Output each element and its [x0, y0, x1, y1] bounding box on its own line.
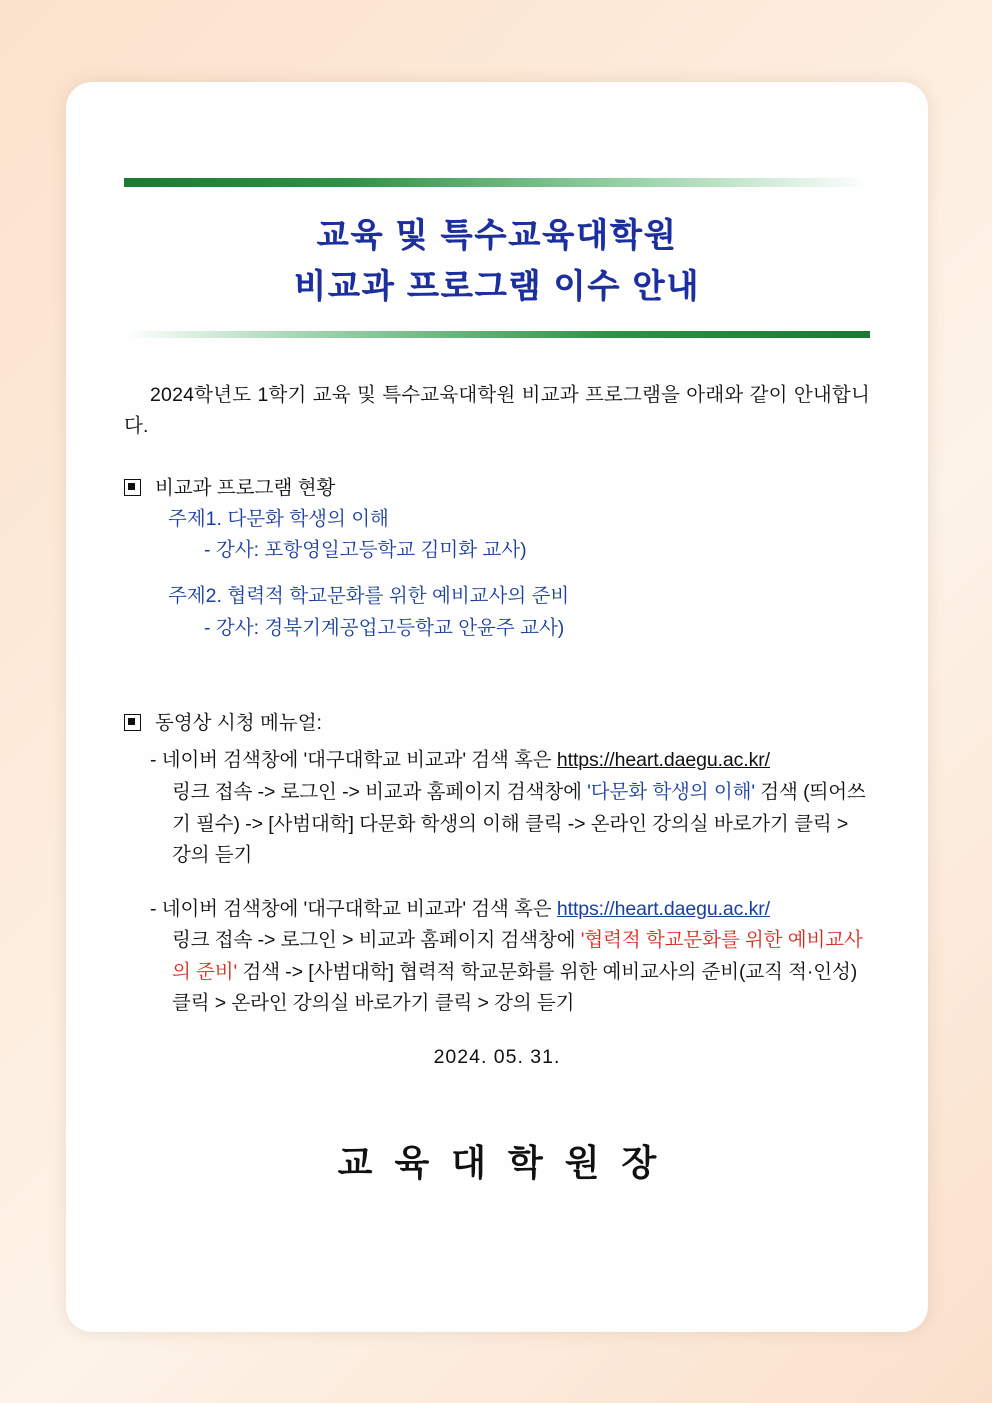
manual1-part2: 링크 접속 -> 로그인 -> 비교과 홈페이지 검색창에: [172, 780, 588, 803]
manual1-link[interactable]: https://heart.daegu.ac.kr/: [556, 749, 770, 772]
section-video-manual: [124, 708, 870, 1020]
manual2-part1: - 네이버 검색창에 '대구대학교 비교과' 검색 혹은: [150, 897, 557, 920]
intro-text: 2024학년도 1학기 교육 및 특수교육대학원 비교과 프로그램을 아래와 같이 안내합니다.: [124, 384, 870, 438]
document-body: [124, 178, 870, 1186]
document-page: [66, 82, 928, 1332]
square-bullet-icon: [124, 479, 141, 496]
manual2-part3: 검색 -> [사범대학] 협력적 학교문화를 위한 예비교사의 준비(교직 적·인성) 클릭 > 온라인 강의실 바로가기 클릭 > 강의 듣기: [172, 960, 858, 1015]
manual-item-1: [150, 745, 870, 871]
topic2-block: [168, 581, 870, 644]
topic2-title: 주제2. 협력적 학교문화를 위한 예비교사의 준비: [168, 585, 570, 607]
manual-item-2: [150, 894, 870, 1020]
manual1-part1: - 네이버 검색창에 '대구대학교 비교과' 검색 혹은: [150, 749, 557, 772]
manual1-highlight: '다문화 학생의 이해': [587, 780, 755, 803]
intro-paragraph: [124, 380, 870, 442]
title-line-2: 비교과 프로그램 이수 안내: [293, 267, 701, 305]
bottom-rule: [124, 331, 870, 338]
section-program-status: [124, 473, 870, 645]
signature-line: 교육대학원장: [337, 1141, 679, 1183]
section2-heading: 동영상 시청 메뉴얼:: [155, 712, 322, 735]
topic1-lecturer: - 강사: 포항영일고등학교 김미화 교사): [204, 539, 527, 562]
square-bullet-icon: [124, 714, 141, 731]
manual2-part2: 링크 접속 -> 로그인 > 비교과 홈페이지 검색창에: [172, 929, 581, 952]
section2-heading-row: [124, 708, 870, 739]
topic2-lecturer: - 강사: 경북기계공업고등학교 안윤주 교사): [204, 616, 565, 639]
topic1-block: [168, 504, 870, 567]
top-rule: [124, 178, 870, 187]
document-date: 2024. 05. 31.: [433, 1045, 561, 1068]
title-line-1: 교육 및 특수교육대학원: [316, 216, 678, 253]
manual-list: [150, 745, 870, 1020]
topic1-title: 주제1. 다문화 학생의 이해: [168, 507, 389, 530]
manual1-part3: 검색 (띄어쓰기 필수) -> [사범대학] 다문화 학생의 이해 클릭 -> 온라인 강의실 바로가기 클릭 > 강의 듣기: [172, 780, 866, 867]
section1-heading: 비교과 프로그램 현황: [155, 476, 336, 499]
manual1-cont: [172, 777, 870, 872]
manual2-link[interactable]: https://heart.daegu.ac.kr/: [556, 897, 770, 920]
manual2-cont: [172, 925, 870, 1020]
manual2-highlight: '협력적 학교문화를 위한 예비교사의 준비': [172, 929, 863, 983]
page-title: [124, 187, 870, 317]
section1-heading-row: [124, 473, 870, 504]
